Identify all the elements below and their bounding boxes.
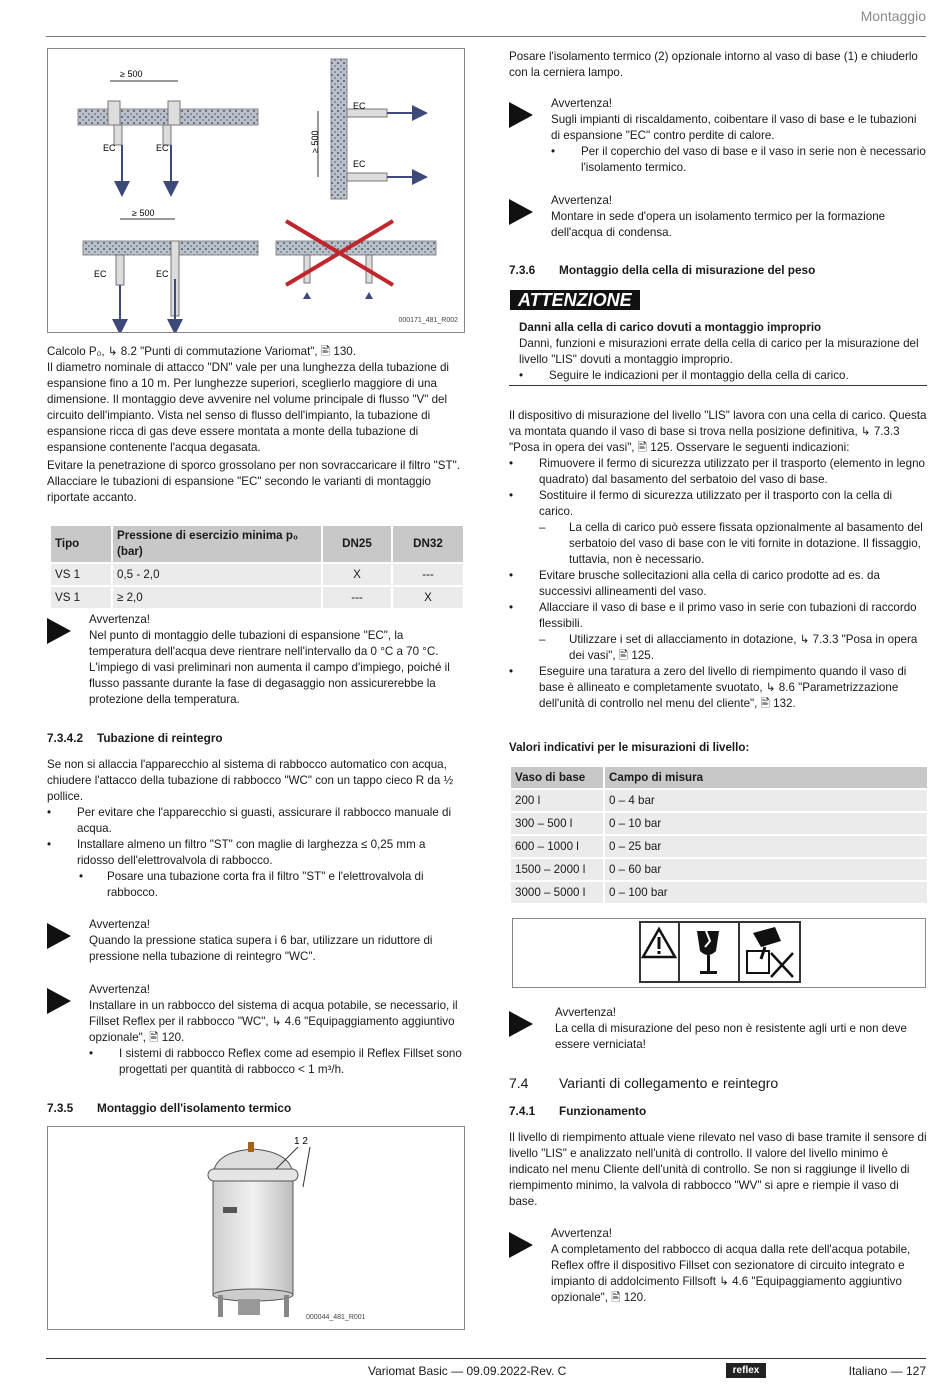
vessel-drawing xyxy=(48,1127,464,1329)
list-item: • I sistemi di rabbocco Reflex come ad esempio il Reflex Fillset sono progettati per quantità di rabbocco < 1 m³/h. xyxy=(89,1046,465,1078)
note-fillset xyxy=(47,982,465,1078)
warning-arrow-icon xyxy=(509,199,533,225)
table-row xyxy=(511,882,927,903)
svg-text:EC: EC xyxy=(353,159,366,169)
svg-text:EC: EC xyxy=(94,269,107,279)
paragraph-insulation: Posare l'isolamento termico (2) opzionale intorno al vaso di base (1) e chiuderlo con la cerniera lampo. xyxy=(509,50,918,79)
table-cell: 0 – 100 bar xyxy=(605,882,927,903)
table-cell: 300 – 500 l xyxy=(511,813,603,834)
warning-arrow-icon xyxy=(509,1011,533,1037)
table-cell: 0 – 60 bar xyxy=(605,859,927,880)
table-row xyxy=(511,813,927,834)
list-item: • Eseguire una taratura a zero del livello di riempimento quando il vaso di base è allineato e completamente svuotato, ↳ 8.6 "Parametrizzazione dell'unità di controllo nel menu del cliente", 🖹 132. xyxy=(509,664,927,712)
list-item: • Posare una tubazione corta fra il filtro "ST" e l'elettrovalvola di rabbocco. xyxy=(47,869,465,901)
heading-735: 7.3.5 Montaggio dell'isolamento termico xyxy=(47,1101,292,1115)
table-cell: VS 1 xyxy=(51,587,111,608)
list-item: • Sostituire il fermo di sicurezza utilizzato per il trasporto con la cella di carico. xyxy=(509,488,927,520)
table-cell: 0 – 25 bar xyxy=(605,836,927,857)
warning-arrow-icon xyxy=(47,923,71,949)
calc-reference: Calcolo P₀, ↳ 8.2 "Punti di commutazione Variomat", 🖹 130. xyxy=(47,345,356,358)
heading-74: 7.4 Varianti di collegamento e reintegro xyxy=(509,1075,779,1091)
table-cell: 0 – 10 bar xyxy=(605,813,927,834)
paragraph-refill: Se non si allaccia l'apparecchio al sistema di rabbocco automatico con acqua, chiudere l'attacco della tubazione di rabbocco "WC" con un tappo cieco R da ½ pollice. xyxy=(47,758,454,803)
table-cell: --- xyxy=(393,564,463,585)
table-cell: 200 l xyxy=(511,790,603,811)
list-item: • Installare almeno un filtro "ST" con maglie di larghezza ≤ 0,25 mm a ridosso dell'elettrovalvola di rabbocco. xyxy=(47,837,465,869)
table-cell: 3000 – 5000 l xyxy=(511,882,603,903)
dim-label-2: ≥ 500 xyxy=(310,130,320,153)
table-header: Campo di misura xyxy=(605,767,927,788)
note-title: Avvertenza! xyxy=(89,983,151,996)
note-load-cell xyxy=(509,1005,927,1053)
table-cell: --- xyxy=(323,587,391,608)
paragraph-load-cell: Il dispositivo di misurazione del livello "LIS" lavora con una cella di carico. Questa va montata quando il vaso di base si trova nella posizione definitiva, ↳ 7.3.3 "Posa in opera dei vasi", 🖹 125. Osservare le seguenti indicazioni: xyxy=(509,409,927,454)
left-intro-block xyxy=(47,344,465,506)
attention-rule xyxy=(509,385,927,386)
list-item: – Utilizzare i set di allacciamento in dotazione, ↳ 7.3.3 "Posa in opera dei vasi", 🖹 125. xyxy=(509,632,927,664)
svg-text:EC: EC xyxy=(353,101,366,111)
function-block xyxy=(509,1130,927,1210)
note-title: Avvertenza! xyxy=(555,1006,617,1019)
figure-expansion-pipe-variants xyxy=(47,48,465,333)
note-title: Avvertenza! xyxy=(551,194,613,207)
figure-insulation xyxy=(47,1126,465,1330)
dim-label-3: ≥ 500 xyxy=(132,208,155,218)
load-cell-block xyxy=(509,408,927,712)
header-rule xyxy=(46,36,926,37)
table-row xyxy=(511,859,927,880)
table-header: Pressione di esercizio minima p₀ (bar) xyxy=(113,526,321,562)
list-item: • Per evitare che l'apparecchio si guasti, assicurare il rabbocco manuale di acqua. xyxy=(47,805,465,837)
note-temperature xyxy=(47,612,465,708)
table-cell: X xyxy=(323,564,391,585)
figure-code: 000171_481_R002 xyxy=(398,317,458,324)
list-item: • Seguire le indicazioni per il montaggio della cella di carico. xyxy=(519,368,919,384)
note-text: Montare in sede d'opera un isolamento termico per la formazione dell'acqua di condensa. xyxy=(551,210,886,239)
insulation-text xyxy=(509,49,927,81)
list-item: • Evitare brusche sollecitazioni alla cella di carico prodotte ad es. da successivi allineamenti del vaso. xyxy=(509,568,927,600)
svg-text:EC: EC xyxy=(103,143,116,153)
attention-text: Danni, funzioni e misurazioni errate della cella di carico per la misurazione del livello "LIS" dovuti a montaggio improprio. xyxy=(519,337,919,366)
header-section-title: Montaggio xyxy=(860,8,926,24)
pipe-diagram xyxy=(48,49,464,332)
attention-block xyxy=(519,320,919,384)
warning-arrow-icon xyxy=(47,988,71,1014)
warning-arrow-icon xyxy=(47,618,71,644)
figure-warning-symbols xyxy=(512,918,926,988)
note-heating xyxy=(509,96,927,176)
list-item: • Per il coperchio del vaso di base e il vaso in serie non è necessario l'isolamento termico. xyxy=(551,144,927,176)
table-cell: 0 – 4 bar xyxy=(605,790,927,811)
note-text: Nel punto di montaggio delle tubazioni di espansione "EC", la temperatura dell'acqua deve rientrare nell'intervallo da 0 °C a 70 °C. L'impiego di vasi preliminari non aumenta il campo d'impiego, poiché il flusso passante durante la fase di degasaggio non assicurerebbe la protezione della temperatura. xyxy=(89,629,450,706)
table-cell: 1500 – 2000 l xyxy=(511,859,603,880)
pressure-table xyxy=(49,524,465,610)
figure-labels: 1 2 xyxy=(294,1136,308,1147)
table-cell: ≥ 2,0 xyxy=(113,587,321,608)
footer-page: Italiano — 127 xyxy=(848,1364,926,1378)
note-pressure-reducer xyxy=(47,917,465,965)
warning-arrow-icon xyxy=(509,1232,533,1258)
svg-text:EC: EC xyxy=(156,269,169,279)
table-cell: X xyxy=(393,587,463,608)
list-item: – La cella di carico può essere fissata opzionalmente al basamento del serbatoio del vaso di base con le viti fornite in dotazione. Il fissaggio, tuttavia, non è necessario. xyxy=(509,520,927,568)
table-row xyxy=(511,790,927,811)
heading-7342: 7.3.4.2 Tubazione di reintegro xyxy=(47,731,223,745)
warning-arrow-icon xyxy=(509,102,533,128)
table-cell: 600 – 1000 l xyxy=(511,836,603,857)
dim-label-1: ≥ 500 xyxy=(120,69,143,79)
level-table xyxy=(509,765,929,905)
paragraph-dirt: Evitare la penetrazione di sporco grossolano per non sovraccaricare il filtro "ST". Allacciare le tubazioni di espansione "EC" secondo le varianti di montaggio riportate accanto. xyxy=(47,459,460,504)
reflex-logo: reflex xyxy=(726,1363,766,1378)
note-title: Avvertenza! xyxy=(551,97,613,110)
footer-rule xyxy=(46,1358,926,1359)
heading-736: 7.3.6 Montaggio della cella di misurazione del peso xyxy=(509,263,816,277)
table-header: DN32 xyxy=(393,526,463,562)
note-title: Avvertenza! xyxy=(89,613,151,626)
table-header: DN25 xyxy=(323,526,391,562)
figure-code: 000044_481_R001 xyxy=(306,1314,366,1321)
table-header: Vaso di base xyxy=(511,767,603,788)
note-text: La cella di misurazione del peso non è resistente agli urti e non deve essere verniciata! xyxy=(555,1022,907,1051)
table-row xyxy=(51,587,463,608)
table-header: Tipo xyxy=(51,526,111,562)
note-text: Sugli impianti di riscaldamento, coibentare il vaso di base e le tubazioni di espansione "EC" contro perdite di calore. xyxy=(551,113,917,142)
note-condensation xyxy=(509,193,927,241)
table-cell: 0,5 - 2,0 xyxy=(113,564,321,585)
refill-block xyxy=(47,757,465,901)
note-title: Avvertenza! xyxy=(89,918,151,931)
paragraph-dn: Il diametro nominale di attacco "DN" vale per una lunghezza della tubazione di espansione fino a 10 m. Per lunghezze superiori, sceglierlo maggiore di una dimensione. Il montaggio deve avvenire nel volume principale di flusso "V" del circuito dell'impianto. Vista nel senso di flusso dell'impianto, la tubazione di espansione ricca di gas deve essere montata a monte della tubazione di espansione contenente l'acqua degasata. xyxy=(47,361,450,454)
note-text: Quando la pressione statica supera i 6 bar, utilizzare un riduttore di pressione nella tubazione di reintegro "WC". xyxy=(89,934,433,963)
note-text: Installare in un rabbocco del sistema di acqua potabile, se necessario, il Fillset Reflex per il rabbocco "WC", ↳ 4.6 "Equipaggiamento aggiuntivo opzionale", 🖹 120. xyxy=(89,999,458,1044)
svg-text:EC: EC xyxy=(156,143,169,153)
attention-title: Danni alla cella di carico dovuti a montaggio improprio xyxy=(519,321,822,334)
note-text: A completamento del rabbocco di acqua dalla rete dell'acqua potabile, Reflex offre il dispositivo Fillset con sezionatore di circuito integrato e impianto di addolcimento Fillsoft ↳ 4.6 "Equipaggiamento aggiuntivo opzionale", 🖹 120. xyxy=(551,1243,911,1304)
table-cell: VS 1 xyxy=(51,564,111,585)
table-row xyxy=(511,836,927,857)
heading-741: 7.4.1 Funzionamento xyxy=(509,1104,647,1118)
warning-symbols xyxy=(513,919,925,987)
paragraph-function: Il livello di riempimento attuale viene rilevato nel vaso di base tramite il sensore di livello "LIS" e analizzato nell'unità di controllo. Il valore del livello minimo è indicato nel menu Cliente dell'unità di controllo. Se non si raggiunge il livello di riempimento minimo, la valvola di rabbocco "WV" si apre e riempie il vaso di base. xyxy=(509,1131,927,1208)
heading-values: Valori indicativi per le misurazioni di livello: xyxy=(509,741,750,754)
list-item: • Allacciare il vaso di base e il primo vaso in serie con tubazioni di raccordo flessibili. xyxy=(509,600,927,632)
footer-document: Variomat Basic — 09.09.2022-Rev. C xyxy=(368,1364,567,1378)
list-item: • Rimuovere il fermo di sicurezza utilizzato per il trasporto (elemento in legno quadrato) dal basamento del serbatoio del vaso di base. xyxy=(509,456,927,488)
note-fillsoft xyxy=(509,1226,927,1306)
table-row xyxy=(51,564,463,585)
attention-badge: ATTENZIONE xyxy=(510,290,640,310)
note-title: Avvertenza! xyxy=(551,1227,613,1240)
